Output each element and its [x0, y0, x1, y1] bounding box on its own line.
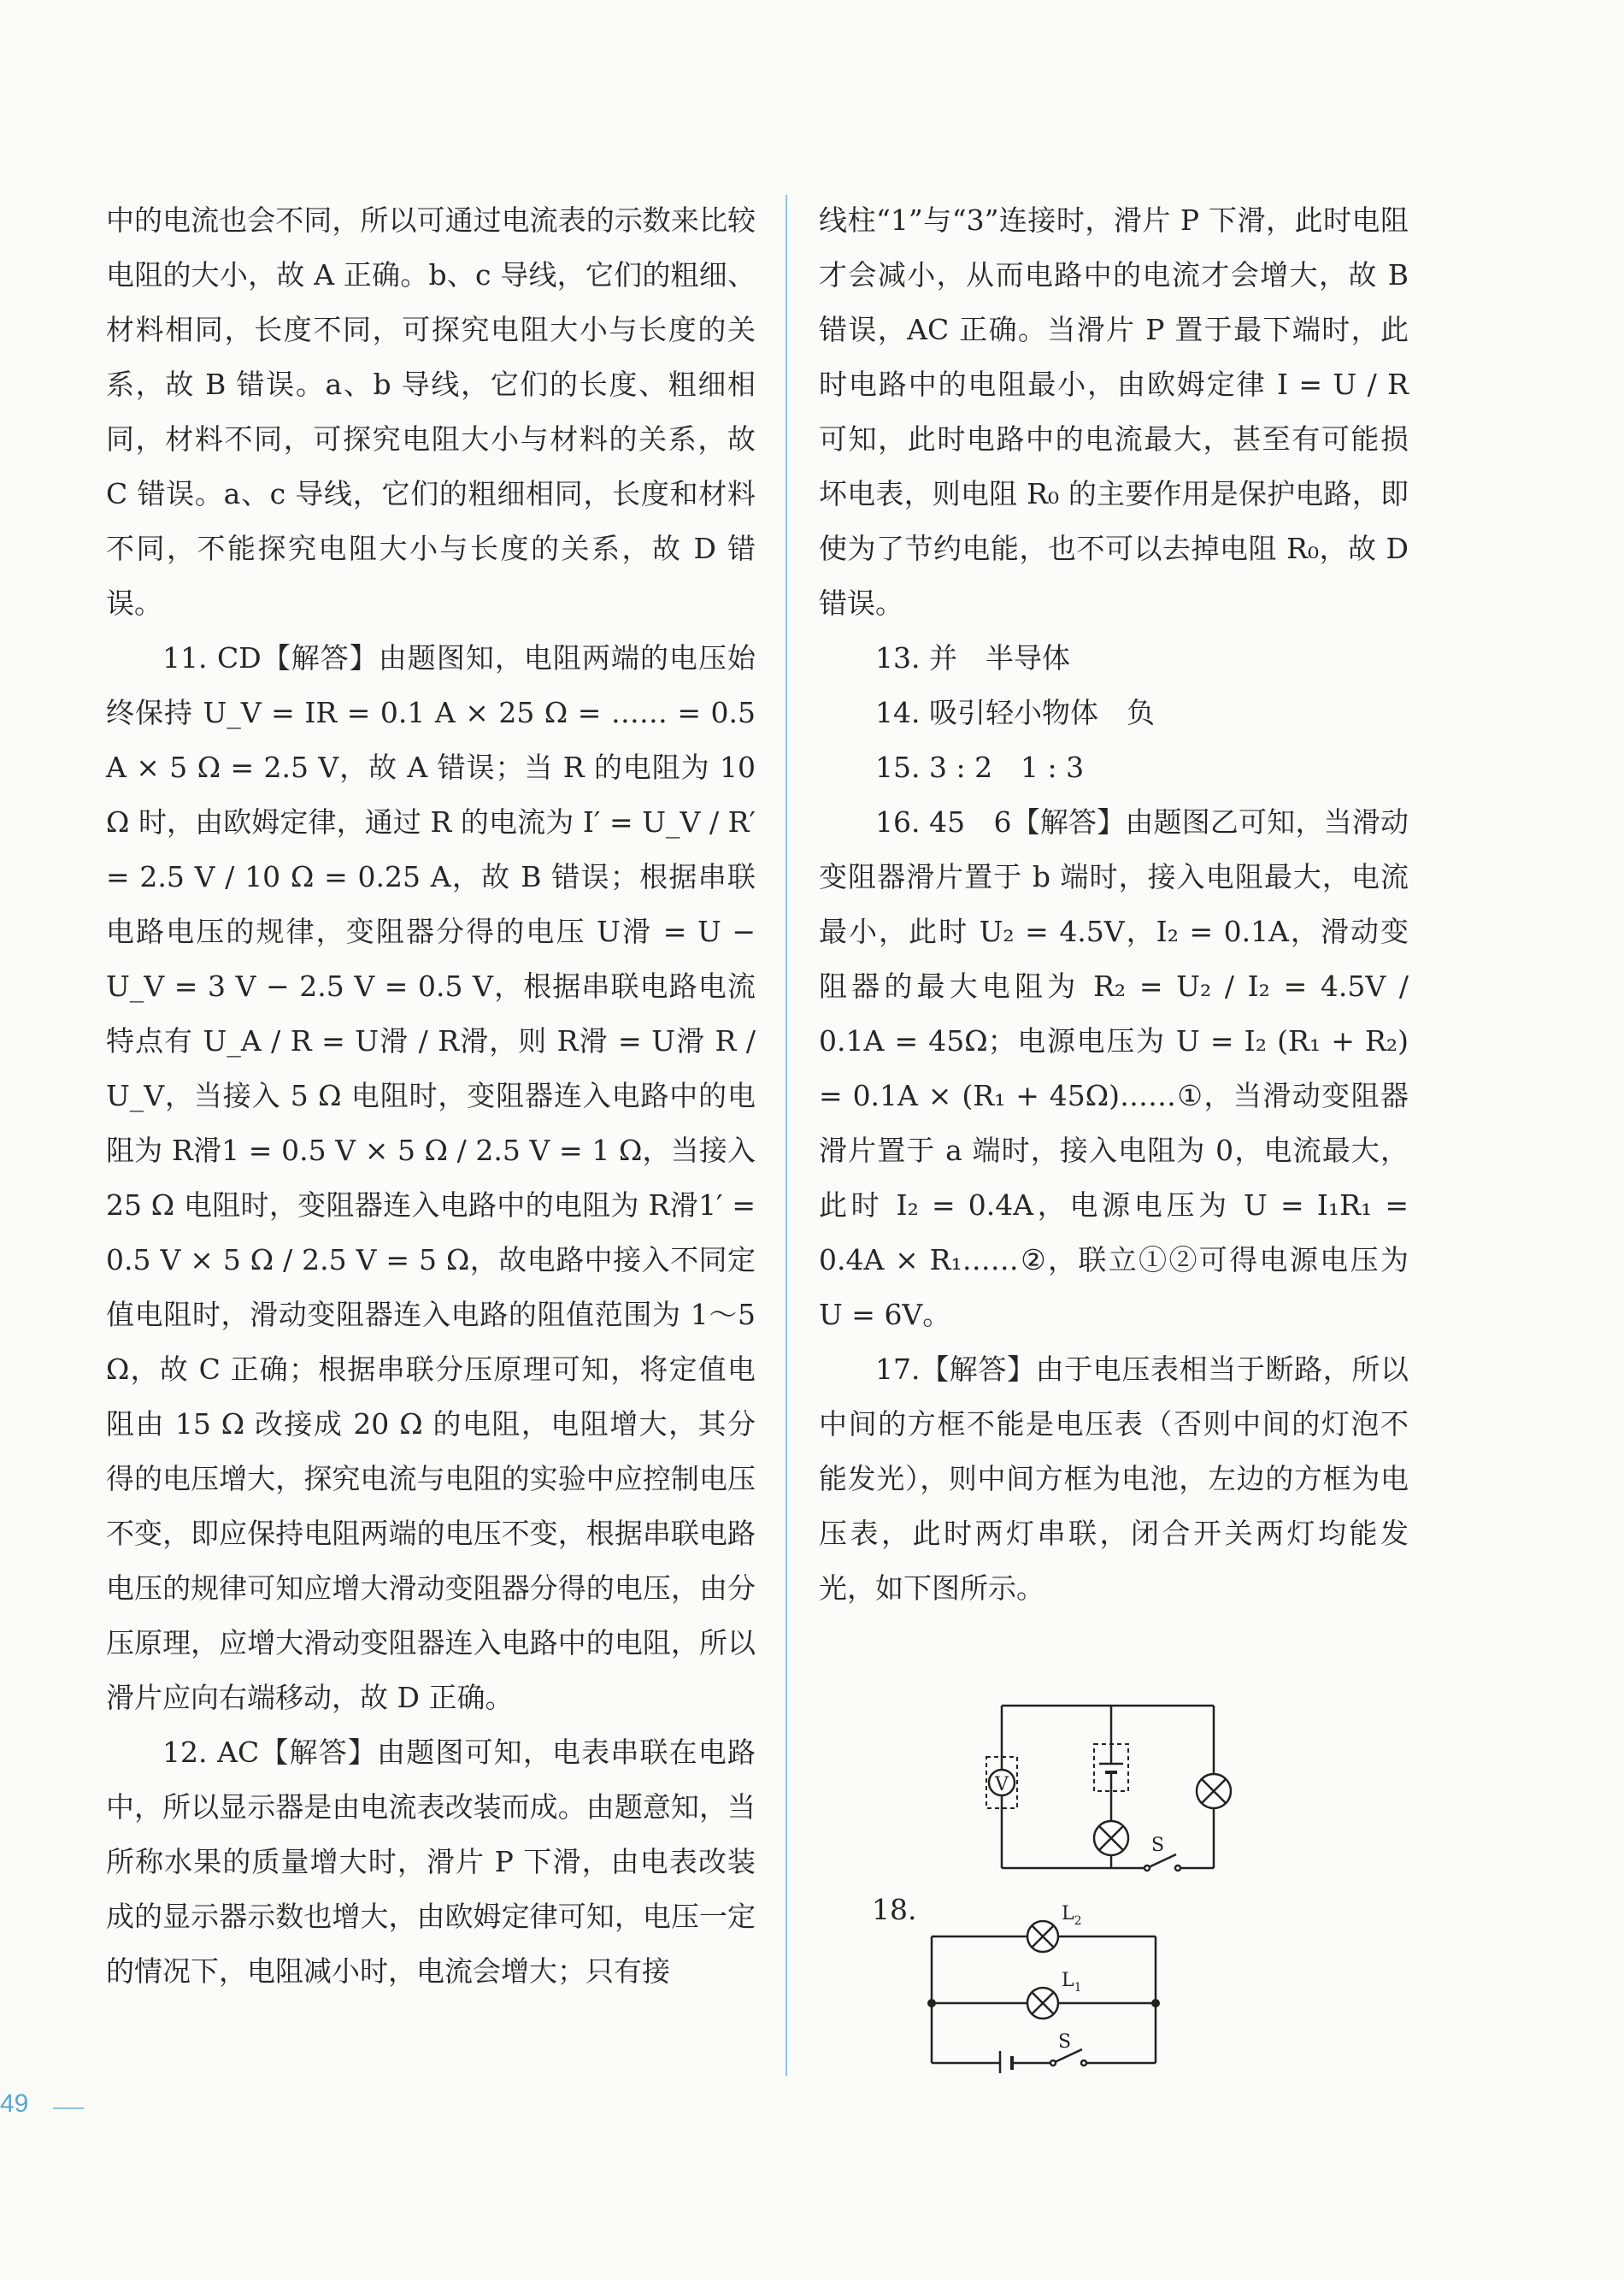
lamp-icon-l2	[1027, 1921, 1058, 1952]
left-column	[106, 193, 756, 1999]
paragraph-q16: 16. 45 6【解答】由题图乙可知，当滑动变阻器滑片置于 b 端时，接入电阻最大，电流最小，此时 U₂ = 4.5V，I₂ = 0.1A，滑动变阻器的最大电阻为 R₂ = U₂ / I₂ = 4.5V / 0.1A = 45Ω；电源电压为 U = I₂ (R₁ + R₂) = 0.1A × (R₁ + 45Ω)……①，当滑动变阻器滑片置于 a 端时，接入电阻为 0，电流最大，此时 I₂ = 0.4A，电源电压为 U = I₁R₁ = 0.4A × R₁……②，联立①②可得电源电压为 U = 6V。	[819, 805, 1409, 1331]
column-divider	[786, 195, 787, 2076]
answer-q13: 13. 并 半导体	[875, 641, 1070, 675]
lamp-l1-label: $L_1$	[1062, 1970, 1082, 1995]
paragraph-q12: 12. AC【解答】由题图可知，电表串联在电路中，所以显示器是由电流表改装而成。由题意知，当所称水果的质量增大时，滑片 P 下滑，由电表改装成的显示器示数也增大，由欧姆定律可知，电压一定的情况下，电阻减小时，电流会增大；只有接	[106, 1736, 756, 1988]
page-number: 49	[0, 2089, 29, 2118]
battery-icon	[1099, 1748, 1123, 1787]
lamp-icon-right	[1197, 1774, 1231, 1808]
lamp-icon-middle	[1094, 1821, 1128, 1855]
switch-label-q18: S	[1058, 2031, 1072, 2053]
right-column	[819, 193, 1409, 1616]
switch-label: S	[1151, 1835, 1165, 1856]
answer-q14: 14. 吸引轻小物体 负	[875, 696, 1155, 729]
paragraph-q12-continued: 线柱“1”与“3”连接时，滑片 P 下滑，此时电阻才会减小，从而电路中的电流才会增大，故 B 错误，AC 正确。当滑片 P 置于最下端时，此时电路中的电阻最小，由欧姆定律 I = U / R 可知，此时电路中的电流最大，甚至有可能损坏电表，则电阻 R₀ 的主要作用是保护电路，即使为了节约电能，也不可以去掉电阻 R₀，故 D 错误。	[819, 203, 1409, 620]
voltmeter-label: V	[995, 1774, 1009, 1795]
q18-label: 18.	[872, 1893, 917, 1926]
circuit-diagram-q18	[923, 1894, 1171, 2073]
junction-dot-left	[927, 1999, 936, 2007]
switch-icon	[1144, 1854, 1180, 1871]
footer-rule	[53, 2107, 84, 2109]
paragraph-q17: 17.【解答】由于电压表相当于断路，所以中间的方框不能是电压表（否则中间的灯泡不能发光），则中间方框为电池，左边的方框为电压表，此时两灯串联，闭合开关两灯均能发光，如下图所示。	[819, 1353, 1409, 1605]
battery-icon-q18	[1000, 2051, 1012, 2073]
lamp-l2-label: $L_2$	[1062, 1903, 1082, 1928]
answer-q15: 15. 3 : 2 1 : 3	[875, 751, 1085, 784]
circuit-diagram-q17	[974, 1697, 1248, 1877]
paragraph-q11: 11. CD【解答】由题图知，电阻两端的电压始终保持 U_V = IR = 0.1 A × 25 Ω = …… = 0.5 A × 5 Ω = 2.5 V，故 A 错误；当 R 的电阻为 10 Ω 时，由欧姆定律，通过 R 的电流为 I′ = U_V / R′ = 2.5 V / 10 Ω = 0.25 A，故 B 错误；根据串联电路电压的规律，变阻器分得的电压 U滑 = U − U_V = 3 V − 2.5 V = 0.5 V，根据串联电路电流特点有 U_A / R = U滑 / R滑，则 R滑 = U滑 R / U_V，当接入 5 Ω 电阻时，变阻器连入电路中的电阻为 R滑1 = 0.5 V × 5 Ω / 2.5 V = 1 Ω，当接入 25 Ω 电阻时，变阻器连入电路中的电阻为 R滑1′ = 0.5 V × 5 Ω / 2.5 V = 5 Ω，故电路中接入不同定值电阻时，滑动变阻器连入电路的阻值范围为 1～5 Ω，故 C 正确；根据串联分压原理可知，将定值电阻由 15 Ω 改接成 20 Ω 的电阻，电阻增大，其分得的电压增大，探究电流与电阻的实验中应控制电压不变，即应保持电阻两端的电压不变，根据串联电路电压的规律可知应增大滑动变阻器分得的电压，由分压原理，应增大滑动变阻器连入电路中的电阻，所以滑片应向右端移动，故 D 正确。	[106, 641, 756, 1714]
junction-dot-right	[1151, 1999, 1160, 2007]
paragraph-q10-continued: 中的电流也会不同，所以可通过电流表的示数来比较电阻的大小，故 A 正确。b、c 导线，它们的粗细、材料相同，长度不同，可探究电阻大小与长度的关系，故 B 错误。a、b 导线，它们的长度、粗细相同，材料不同，可探究电阻大小与材料的关系，故 C 错误。a、c 导线，它们的粗细相同，长度和材料不同，不能探究电阻大小与长度的关系，故 D 错误。	[106, 203, 756, 620]
lamp-icon-l1	[1027, 1988, 1058, 2019]
